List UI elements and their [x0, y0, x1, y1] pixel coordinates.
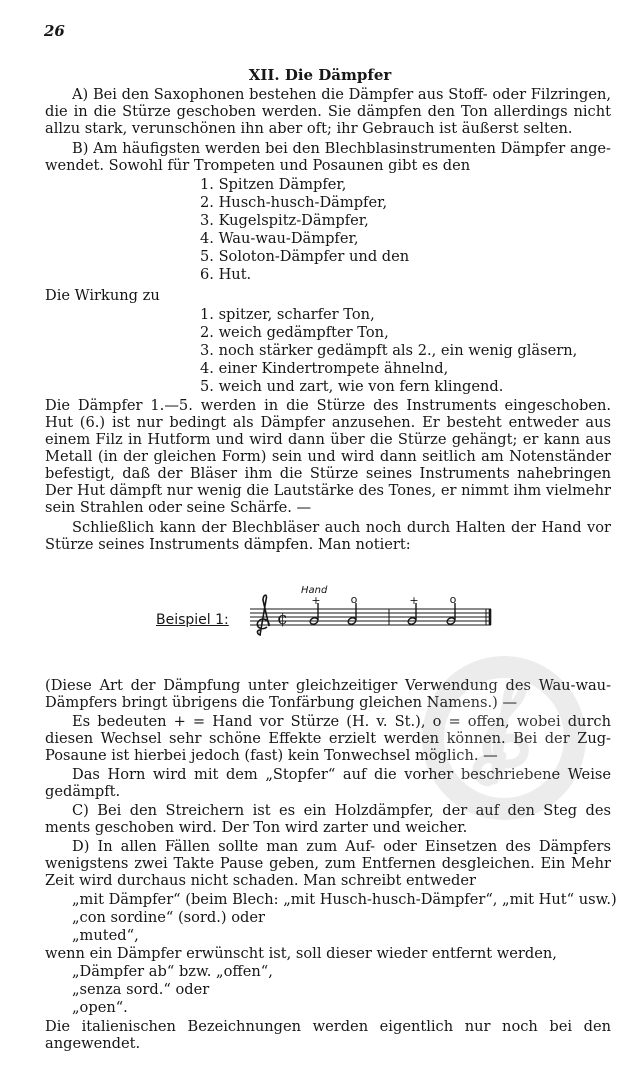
para-d-line: wenigstens zwei Takte Pause geben, zum Entfernen desgleichen. Ein Mehr: [45, 855, 611, 872]
marking-item: „Dämpfer ab“ bzw. „offen“,: [72, 963, 273, 980]
marking-item: „senza sord.“ oder: [72, 981, 210, 998]
list-item: 2. weich gedämpfter Ton,: [200, 324, 389, 341]
note: [347, 603, 357, 625]
list-item: 3. Kugelspitz-Dämpfer,: [200, 212, 369, 229]
open-symbol: o: [449, 593, 457, 606]
list-item: 6. Hut.: [200, 266, 252, 283]
list-item: 2. Husch-husch-Dämpfer,: [200, 194, 388, 211]
para-horn-line: gedämpft.: [45, 783, 121, 800]
list-item: 4. Wau-wau-Dämpfer,: [200, 230, 359, 247]
list-item: 1. Spitzen Dämpfer,: [200, 176, 347, 193]
para-d-line: D) In allen Fällen sollte man zum Auf- oder Einsetzen des Dämpfers: [72, 838, 611, 855]
para-symbols-line: Es bedeuten + = Hand vor Stürze (H. v. St.), o = offen, wobei durch: [72, 713, 611, 730]
para-wauwau-line: (Diese Art der Dämpfung unter gleichzeitiger Verwendung des Wau-wau-: [45, 677, 611, 694]
para-c-line: C) Bei den Streichern ist es ein Holzdämpfer, der Steg des: [72, 802, 611, 819]
para-hut-line: sein Strahlen oder seine Schärfe. —: [45, 499, 312, 516]
marking-item: „open“.: [72, 999, 128, 1016]
para-symbols-line: Posaune ist hierbei jedoch (fast) kein Tonwechsel möglich. —: [45, 747, 498, 764]
list-item: 3. noch stärker gedämpft als 2., ein wenig gläsern,: [200, 342, 578, 359]
para-hand-line: Stürze seines Instruments dämpfen. Man notiert:: [45, 536, 411, 553]
marking-item: „muted“,: [72, 927, 139, 944]
para-d-line: Zeit wird durchaus nicht schaden. Man schreibt entweder: [45, 872, 476, 889]
closed-symbol: +: [311, 594, 321, 607]
para-hut-line: befestigt, daß der Bläser ihm die Stürze seines Instruments nahebringen: [45, 465, 611, 482]
para-b-line: wendet. Sowohl für Trompeten und Posaunen gibt es den: [45, 157, 471, 174]
example-label: Beispiel 1:: [156, 612, 229, 628]
list-item: 5. weich und zart, wie von fern klingend.: [200, 378, 504, 395]
list-item: 5. Soloton-Dämpfer und den: [200, 248, 410, 265]
note: [446, 603, 456, 625]
para-horn-line: Das Horn wird mit dem „Stopfer“ auf die vorher beschriebene Weise: [72, 766, 611, 783]
remove-intro: wenn ein Dämpfer erwünscht ist, soll dieser wieder entfernt werden,: [45, 945, 557, 962]
treble-clef-icon: [257, 595, 269, 635]
list-item: 1. spitzer, scharfer Ton,: [200, 306, 375, 323]
para-hut-line: einem Filz in Hutform und wird dann über die Stürze gehängt; er kann aus: [45, 431, 611, 448]
effect-intro: Die Wirkung zu: [45, 287, 160, 304]
para-a-line: A) Bei den Saxophonen bestehen die Dämpfer aus Stoff- oder Filzringen,: [72, 86, 611, 103]
closed-symbol: +: [409, 594, 419, 607]
cut-time-icon: ¢: [277, 609, 288, 629]
para-hut-line: Hut (6.) ist nur bedingt als Dämpfer anzusehen. Er besteht entweder aus: [45, 414, 611, 431]
para-hand-line: Schließlich kann der Blechbläser auch noch durch Halten der Hand vor: [72, 519, 611, 536]
para-b-line: B) Am häufigsten werden bei den Blechblasinstrumenten Dämpfer ange-: [72, 140, 611, 157]
closing-line: angewendet.: [45, 1035, 141, 1052]
para-hut-line: Die Dämpfer 1.—5. werden in die Stürze des Instruments eingeschoben.: [45, 397, 611, 414]
section-title: XII. Die Dämpfer: [248, 66, 392, 84]
para-a-line: die in die Stürze geschoben werden. Sie dämpfen den Ton allerdings nicht: [45, 103, 611, 120]
para-hut-line: Der Hut dämpft nur wenig die Lautstärke des Tones, er nimmt ihm vielmehr: [45, 482, 611, 499]
open-symbol: o: [350, 593, 358, 606]
para-symbols-line: diesen Wechsel sehr schöne Effekte erzielt werden können. Bei der Zug-: [45, 730, 611, 747]
closing-line: Die italienischen Bezeichnungen werden eigentlich nur noch bei den: [45, 1018, 611, 1035]
music-example: [150, 580, 500, 640]
para-a-line: allzu stark, verunschönen ihn aber oft; ihr Gebrauch ist äußerst selten.: [45, 120, 573, 137]
list-item: 4. einer Kindertrompete ähnelnd,: [200, 360, 449, 377]
marking-item: „mit Dämpfer“ (beim Blech: „mit Husch-husch-Dämpfer“, „mit Hut“ usw.): [72, 891, 617, 908]
para-c-line: ments geschoben wird. Der Ton wird zarter und weicher.: [45, 819, 468, 836]
watermark-logo-icon: [418, 652, 590, 824]
para-hut-line: Metall (in der gleichen Form) sein und wird dann seitlich am Notenständer: [45, 448, 611, 465]
marking-item: „con sordine“ (sord.) oder: [72, 909, 265, 926]
page-number: 26: [44, 22, 65, 40]
para-wauwau-line: Dämpfers bringt übrigens die Tonfärbung gleichen Namens.) —: [45, 694, 518, 711]
hand-label: Hand: [301, 585, 328, 596]
